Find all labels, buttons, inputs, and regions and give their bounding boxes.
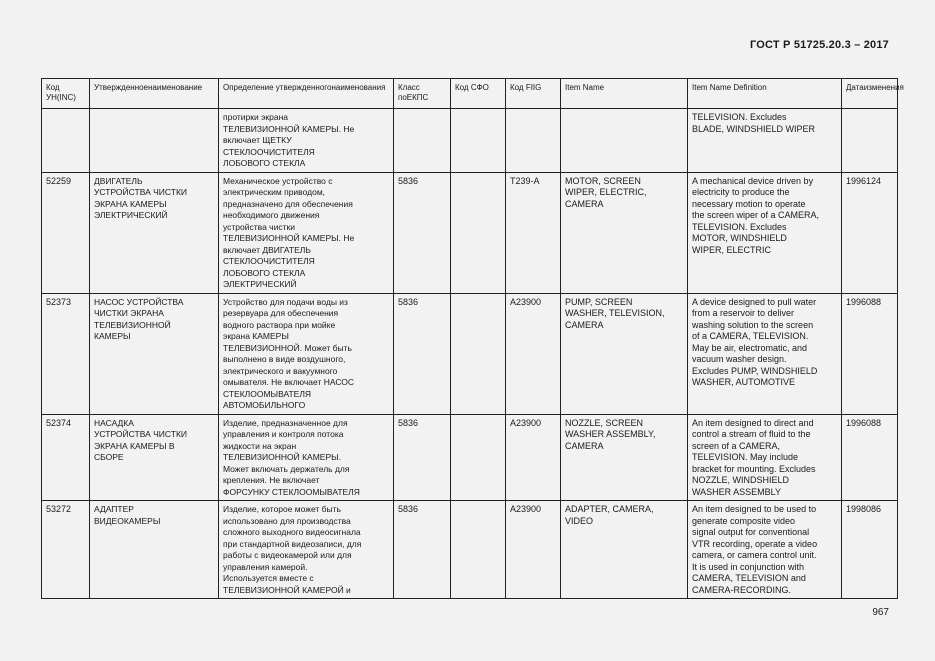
cell-line: Изделие, которое может быть xyxy=(223,504,341,514)
name-definition-cell xyxy=(219,501,394,599)
cell-line: электрического и вакуумного xyxy=(223,365,338,376)
header-line: Item Name Definition xyxy=(692,83,767,92)
cell-line: A device designed to pull water xyxy=(692,296,817,307)
cell-line: PUMP, SCREEN xyxy=(565,296,633,307)
fsc-class-cell: 5836 xyxy=(394,293,451,414)
column-header-name-definition xyxy=(219,79,394,109)
cell-line: TELEVISION. May include xyxy=(692,452,799,462)
sfo-code-cell xyxy=(451,172,506,293)
cell-line: предназначено для обеспечения xyxy=(223,198,353,209)
cell-line: ТЕЛЕВИЗИОННОЙ КАМЕРЫ. xyxy=(223,452,342,462)
column-header-item-name xyxy=(561,79,688,109)
cell-line: CAMERA xyxy=(565,440,604,451)
cell-line: ЭЛЕКТРИЧЕСКИЙ xyxy=(94,210,168,220)
column-header-inc xyxy=(42,79,90,109)
cell-line: ЛОБОВОГО СТЕКЛА xyxy=(223,267,306,278)
cell-line: Механическое устройство с xyxy=(223,175,333,186)
cell-line: ДВИГАТЕЛЬ xyxy=(94,175,143,186)
cell-line: ЭКРАНА КАМЕРЫ xyxy=(94,198,167,209)
approved-name-cell xyxy=(90,293,219,414)
sfo-code-cell xyxy=(451,414,506,501)
name-definition-cell xyxy=(219,109,394,173)
column-header-fiig-code xyxy=(506,79,561,109)
cell-line: screen of a CAMERA, xyxy=(692,440,781,451)
change-date-cell: 1996124 xyxy=(842,172,898,293)
cell-line: MOTOR, SCREEN xyxy=(565,175,641,186)
cell-line: протирки экрана xyxy=(223,112,288,122)
page-number: 967 xyxy=(872,607,889,618)
item-name-cell xyxy=(561,109,688,173)
cell-line: WIPER, ELECTRIC xyxy=(692,244,772,255)
cell-line: ЭКРАНА КАМЕРЫ В xyxy=(94,440,175,451)
cell-line: сложного выходного видеосигнала xyxy=(223,527,361,537)
fsc-class-cell: 5836 xyxy=(394,501,451,599)
name-definition-cell xyxy=(219,172,394,293)
column-header-approved-name xyxy=(90,79,219,109)
cell-line: водного раствора при мойке xyxy=(223,319,336,330)
cell-line: СБОРЕ xyxy=(94,452,124,462)
cell-line: ФОРСУНКУ СТЕКЛООМЫВАТЕЛЯ xyxy=(223,486,360,497)
header-line: наименования xyxy=(331,83,386,92)
header-line: Код СФО xyxy=(455,83,489,92)
table-header xyxy=(42,79,904,109)
cell-line: MOTOR, WINDSHIELD xyxy=(692,233,787,243)
cell-line: A mechanical device driven by xyxy=(692,175,814,186)
name-definition-cell xyxy=(219,293,394,414)
cell-line: NOZZLE, SCREEN xyxy=(565,417,644,428)
cell-line: резервуара для обеспечения xyxy=(223,308,339,318)
approved-name-cell xyxy=(90,414,219,501)
fiig-code-cell: A23900 xyxy=(506,293,561,414)
cell-line: экрана КАМЕРЫ xyxy=(223,331,289,341)
column-header-fsc-class xyxy=(394,79,451,109)
cell-line: СТЕКЛООЧИСТИТЕЛЯ xyxy=(223,256,315,266)
table-row xyxy=(42,293,898,414)
cell-line: работы с видеокамерой или для xyxy=(223,550,352,560)
sfo-code-cell xyxy=(451,293,506,414)
change-date-cell: 1996088 xyxy=(842,414,898,501)
column-header-item-name-definition xyxy=(688,79,842,109)
inc-cell xyxy=(42,109,90,173)
cell-line: WASHER, AUTOMOTIVE xyxy=(692,377,796,387)
item-name-cell xyxy=(561,414,688,501)
approved-name-cell xyxy=(90,501,219,599)
cell-line: generate composite video xyxy=(692,515,796,526)
cell-line: CAMERA xyxy=(565,198,604,209)
header-line: Утвержденное xyxy=(94,83,149,92)
cell-line: ЧИСТКИ ЭКРАНА xyxy=(94,308,164,318)
table-row xyxy=(42,172,898,293)
cell-line: VTR recording, operate a video xyxy=(692,538,818,549)
cell-line: АВТОМОБИЛЬНОГО xyxy=(223,400,306,410)
fsc-class-cell xyxy=(394,109,451,173)
change-date-cell: 1998086 xyxy=(842,501,898,599)
item-name-cell xyxy=(561,293,688,414)
cell-line: Используется вместе с xyxy=(223,573,314,583)
fiig-code-cell: A23900 xyxy=(506,414,561,501)
change-date-cell: 1996088 xyxy=(842,293,898,414)
cell-line: CAMERA xyxy=(565,319,604,330)
cell-line: омывателя. Не включает НАСОС xyxy=(223,377,355,387)
cell-line: ТЕЛЕВИЗИОННОЙ КАМЕРОЙ и xyxy=(223,584,351,595)
item-name-table xyxy=(41,78,904,599)
cell-line: electricity to produce the xyxy=(692,187,790,197)
sfo-code-cell xyxy=(451,109,506,173)
cell-line: включает ЩЕТКУ xyxy=(223,135,292,145)
cell-line: НАСАДКА xyxy=(94,417,134,428)
cell-line: BLADE, WINDSHIELD WIPER xyxy=(692,123,816,134)
cell-line: WASHER, TELEVISION, xyxy=(565,308,665,318)
cell-line: WASHER ASSEMBLY, xyxy=(565,429,656,439)
header-line: Дата xyxy=(846,83,864,92)
cell-line: from a reservoir to deliver xyxy=(692,308,795,318)
header-line: Код УН xyxy=(46,83,60,102)
cell-line: An item designed to direct and xyxy=(692,417,814,428)
header-line: Класс по xyxy=(398,83,420,102)
table-row xyxy=(42,414,898,501)
cell-line: крепления. Не включает xyxy=(223,475,320,485)
cell-line: СТЕКЛООЧИСТИТЕЛЯ xyxy=(223,146,315,157)
header-line: Определение утвержденного xyxy=(223,83,332,92)
cell-line: ТЕЛЕВИЗИОННОЙ КАМЕРЫ. Не xyxy=(223,233,355,243)
cell-line: ТЕЛЕВИЗИОННОЙ. Может быть xyxy=(223,342,352,353)
cell-line: ВИДЕОКАМЕРЫ xyxy=(94,515,161,526)
cell-line: жидкости на экран xyxy=(223,440,297,451)
cell-line: washing solution to the screen xyxy=(692,319,814,330)
fsc-class-cell: 5836 xyxy=(394,172,451,293)
cell-line: control a stream of fluid to the xyxy=(692,429,811,439)
cell-line: NOZZLE, WINDSHIELD xyxy=(692,475,790,485)
cell-line: УСТРОЙСТВА ЧИСТКИ xyxy=(94,429,188,439)
header-line: ЕКПС xyxy=(406,93,429,102)
table-row xyxy=(42,501,898,599)
cell-line: It is used in conjunction with xyxy=(692,561,805,572)
cell-line: необходимого движения xyxy=(223,210,320,220)
header-line: (INC) xyxy=(56,93,76,102)
cell-line: CAMERA, TELEVISION and xyxy=(692,573,806,583)
cell-line: АДАПТЕР xyxy=(94,504,134,514)
cell-line: СТЕКЛООМЫВАТЕЛЯ xyxy=(223,388,312,399)
cell-line: НАСОС УСТРОЙСТВА xyxy=(94,296,184,307)
cell-line: КАМЕРЫ xyxy=(94,331,131,341)
item-name-definition-cell xyxy=(688,293,842,414)
item-name-cell xyxy=(561,172,688,293)
cell-line: ТЕЛЕВИЗИОННОЙ КАМЕРЫ. Не xyxy=(223,123,355,134)
cell-line: устройства чистки xyxy=(223,221,295,232)
table-row xyxy=(42,109,898,173)
cell-line: управления камерой. xyxy=(223,561,308,572)
cell-line: Изделие, предназначенное для xyxy=(223,417,348,428)
cell-line: ADAPTER, CAMERA, xyxy=(565,504,654,514)
cell-line: WIPER, ELECTRIC, xyxy=(565,187,647,197)
cell-line: camera, or camera control unit. xyxy=(692,550,817,560)
table-body xyxy=(42,109,898,599)
header-row xyxy=(42,79,898,109)
fsc-class-cell: 5836 xyxy=(394,414,451,501)
cell-line: An item designed to be used to xyxy=(692,504,817,514)
header-line: наименование xyxy=(148,83,203,92)
cell-line: ТЕЛЕВИЗИОННОЙ xyxy=(94,319,171,330)
column-header-change-date xyxy=(842,79,904,109)
cell-line: TELEVISION. Excludes xyxy=(692,221,787,232)
header-line: изменения xyxy=(863,83,904,92)
cell-line: электрическим приводом, xyxy=(223,187,326,197)
cell-line: ЭЛЕКТРИЧЕСКИЙ xyxy=(223,279,297,289)
cell-line: использовано для производства xyxy=(223,515,351,526)
cell-line: ЛОБОВОГО СТЕКЛА xyxy=(223,158,306,168)
header-line: Код FIIG xyxy=(510,83,542,92)
inc-cell: 52259 xyxy=(42,172,90,293)
document-standard-header: ГОСТ Р 51725.20.3 – 2017 xyxy=(749,39,889,51)
inc-cell: 52373 xyxy=(42,293,90,414)
cell-line: necessary motion to operate xyxy=(692,198,806,209)
cell-line: May be air, electromatic, and xyxy=(692,342,808,353)
item-name-definition-cell xyxy=(688,501,842,599)
cell-line: включает ДВИГАТЕЛЬ xyxy=(223,244,311,255)
cell-line: Может включать держатель для xyxy=(223,463,350,474)
approved-name-cell xyxy=(90,109,219,173)
fiig-code-cell: A23900 xyxy=(506,501,561,599)
inc-cell: 52374 xyxy=(42,414,90,501)
inc-cell: 53272 xyxy=(42,501,90,599)
sfo-code-cell xyxy=(451,501,506,599)
item-name-cell xyxy=(561,501,688,599)
cell-line: WASHER ASSEMBLY xyxy=(692,486,782,497)
name-definition-cell xyxy=(219,414,394,501)
column-header-sfo-code xyxy=(451,79,506,109)
cell-line: VIDEO xyxy=(565,515,594,526)
cell-line: bracket for mounting. Excludes xyxy=(692,463,816,474)
fiig-code-cell xyxy=(506,109,561,173)
fiig-code-cell: T239-A xyxy=(506,172,561,293)
approved-name-cell xyxy=(90,172,219,293)
cell-line: the screen wiper of a CAMERA, xyxy=(692,210,820,220)
cell-line: vacuum washer design. xyxy=(692,354,787,364)
cell-line: Excludes PUMP, WINDSHIELD xyxy=(692,365,818,376)
cell-line: управления и контроля потока xyxy=(223,429,344,439)
cell-line: TELEVISION. Excludes xyxy=(692,112,787,122)
cell-line: при стандартной видеозаписи, для xyxy=(223,538,362,549)
cell-line: signal output for conventional xyxy=(692,527,810,537)
item-name-definition-cell xyxy=(688,172,842,293)
cell-line: выполнено в виде воздушного, xyxy=(223,354,346,364)
cell-line: CAMERA-RECORDING. xyxy=(692,584,792,595)
item-name-definition-cell xyxy=(688,109,842,173)
change-date-cell xyxy=(842,109,898,173)
cell-line: of a CAMERA, TELEVISION. xyxy=(692,331,809,341)
item-name-definition-cell xyxy=(688,414,842,501)
cell-line: УСТРОЙСТВА ЧИСТКИ xyxy=(94,187,188,197)
cell-line: Устройство для подачи воды из xyxy=(223,296,348,307)
header-line: Item Name xyxy=(565,83,605,92)
